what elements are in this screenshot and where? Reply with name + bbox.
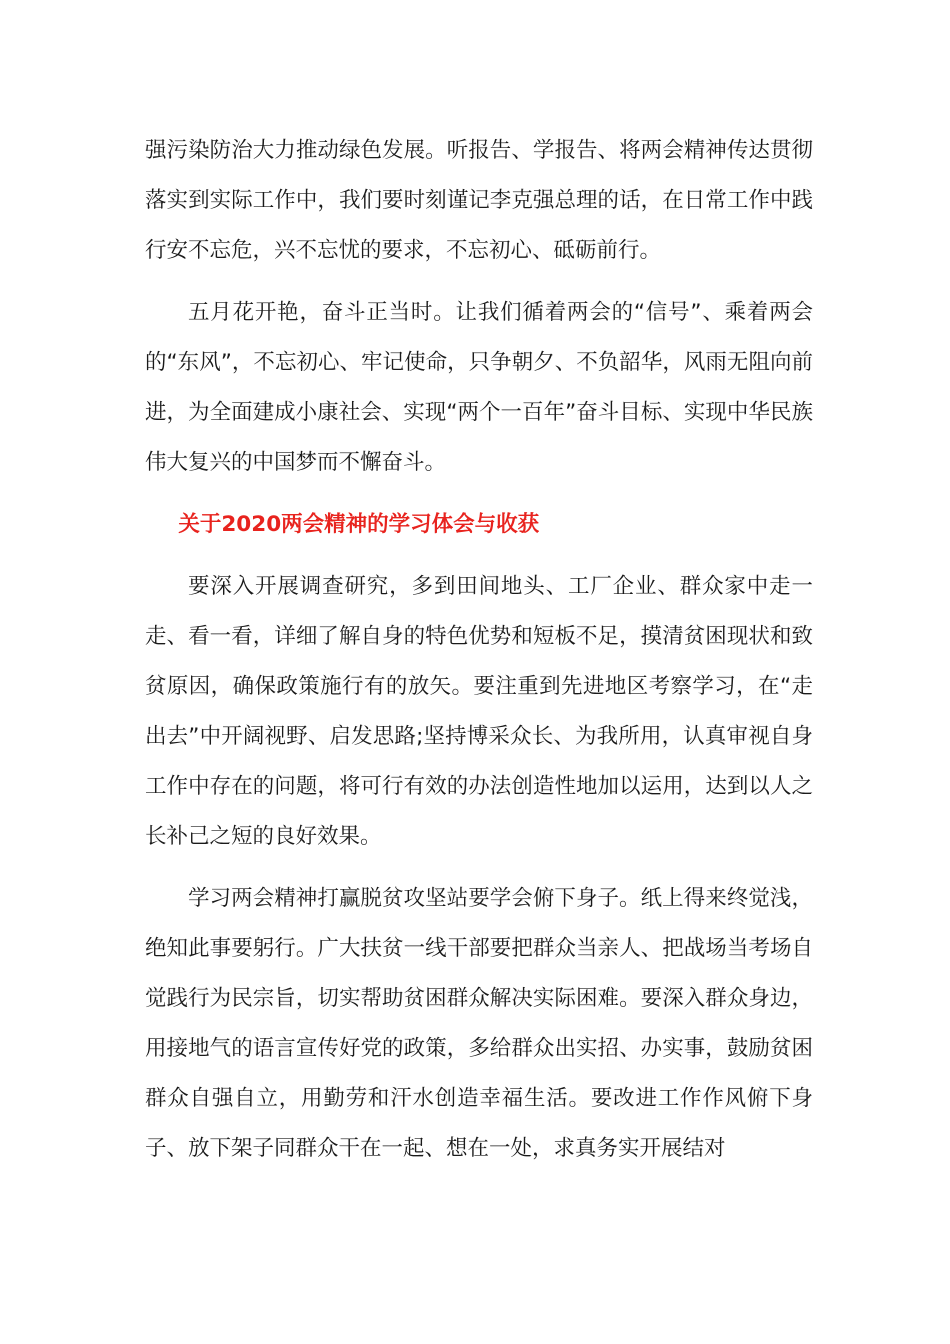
paragraph-continuation: 强污染防治大力推动绿色发展。听报告、学报告、将两会精神传达贯彻落实到实际工作中，我们要时刻谨记李克强总理的话，在日常工作中践行安不忘危，兴不忘忧的要求，不忘初心、砥砺前行。 [145, 138, 813, 263]
paragraph: 学习两会精神打赢脱贫攻坚站要学会俯下身子。纸上得来终觉浅，绝知此事要躬行。广大扶贫一线干部要把群众当亲人、把战场当考场自觉践行为民宗旨，切实帮助贫困群众解决实际困难。要深入群众身边，用接地气的语言宣传好党的政策，多给群众出实招、办实事，鼓励贫困群众自强自立，用勤劳和汗水创造幸福生活。要改进工作作风俯下身子、放下架子同群众干在一起、想在一处，求真务实开展结对 [145, 886, 813, 1161]
paragraph: 要深入开展调查研究，多到田间地头、工厂企业、群众家中走一走、看一看，详细了解自身的特色优势和短板不足，摸清贫困现状和致贫原因，确保政策施行有的放矢。要注重到先进地区考察学习，在“走出去”中开阔视野、启发思路;坚持博采众长、为我所用，认真审视自身工作中存在的问题，将可行有效的办法创造性地加以运用，达到以人之长补己之短的良好效果。 [145, 574, 813, 849]
section-heading: 关于2020两会精神的学习体会与收获 [178, 512, 540, 537]
paragraph: 五月花开艳，奋斗正当时。让我们循着两会的“信号”、乘着两会的“东风”，不忘初心、牢记使命，只争朝夕、不负韶华，风雨无阻向前进，为全面建成小康社会、实现“两个一百年”奋斗目标、实现中华民族伟大复兴的中国梦而不懈奋斗。 [145, 300, 813, 475]
document-body [145, 126, 813, 1186]
